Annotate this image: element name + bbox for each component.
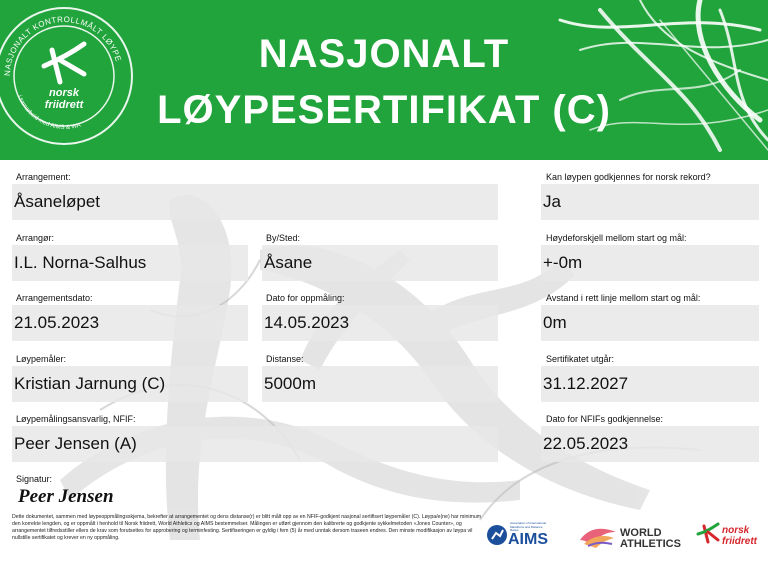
- ansvarlig-label: Løypemålingsansvarlig, NFIF:: [16, 414, 136, 424]
- by-sted-label: By/Sted:: [266, 233, 301, 243]
- seal-ring-text: NASJONALT KONTROLLMÅLT LØYPE: [2, 14, 123, 77]
- arrangementsdato-label: Arrangementsdato:: [16, 293, 93, 303]
- disclaimer-text: Dette dokumentet, sammen med løypeoppmålingsskjema, bekrefter at arrangementet og dens distanse(r) er blitt målt opp av en NFIF-godkjent nasjonal sertifisert løypemåler (C). Løypa/e(ne) har minimum den korrekte lengden, og er oppmålt i henhold til Norsk friidrett, World Athletics og AIMS bestemmelser. Målingen er utført gjennom den kalibrerte og godkjente sykkelmetoden «Jones Counter», og arrangementet tilfredsstiller ellers de krav som forutsettes for approbering og terminfesting. Sertifiseringen er gyldig i fem (5) år med unntak dersom traseen endres. Den minste modifikasjon av løypa vil nullstille sertifikatet og krever en ny oppmåling.: [12, 514, 482, 541]
- dato-oppmaling-field: 14.05.2023: [262, 305, 498, 341]
- norsk-friidrett-line2: friidrett: [722, 536, 757, 547]
- dato-oppmaling-label: Dato for oppmåling:: [266, 293, 345, 303]
- hoydeforskjell-field: +-0m: [541, 245, 759, 281]
- signature: Peer Jensen: [18, 486, 114, 507]
- utgar-field: 31.12.2027: [541, 366, 759, 402]
- hoydeforskjell-label: Høydeforskjell mellom start og mål:: [546, 233, 687, 243]
- loypemaler-label: Løypemåler:: [16, 354, 67, 364]
- rekord-label: Kan løypen godkjennes for norsk rekord?: [546, 172, 711, 182]
- aims-text: AIMS: [508, 531, 548, 548]
- godkjennelse-label: Dato for NFIFs godkjennelse:: [546, 414, 664, 424]
- seal-logo-line1: norsk: [49, 87, 79, 99]
- arrangement-label: Arrangement:: [16, 172, 71, 182]
- rekord-field: Ja: [541, 184, 759, 220]
- distanse-label: Distanse:: [266, 354, 304, 364]
- godkjennelse-field: 22.05.2023: [541, 426, 759, 462]
- world-athletics-logo: [578, 524, 688, 550]
- by-sted-field: Åsane: [262, 245, 498, 281]
- arrangor-label: Arrangør:: [16, 233, 55, 243]
- arrangor-field: I.L. Norna-Salhus: [12, 245, 248, 281]
- aims-runner-icon: [486, 524, 508, 546]
- ansvarlig-field: Peer Jensen (A): [12, 426, 498, 462]
- arrangementsdato-field: 21.05.2023: [12, 305, 248, 341]
- norsk-friidrett-line1: norsk: [722, 525, 750, 536]
- title-line-1: NASJONALT: [258, 32, 510, 76]
- avstand-label: Avstand i rett linje mellom start og mål:: [546, 293, 701, 303]
- seal-logo-line2: friidrett: [44, 99, 84, 111]
- seal-ring-text-bottom: i samarbeid med AIMS & WA: [16, 94, 82, 131]
- distanse-field: 5000m: [262, 366, 498, 402]
- seal-logo: [0, 0, 140, 160]
- certificate-header: [0, 0, 768, 160]
- arrangement-field: Åsaneløpet: [12, 184, 498, 220]
- title-line-2: LØYPESERTIFIKAT (C): [157, 88, 611, 132]
- world-athletics-line2: ATHLETICS: [620, 538, 681, 550]
- world-athletics-line1: WORLD: [620, 527, 662, 539]
- norsk-friidrett-logo: [696, 522, 764, 550]
- utgar-label: Sertifikatet utgår:: [546, 354, 615, 364]
- signature-label: Signatur:: [16, 474, 53, 484]
- aims-logo: [486, 522, 546, 550]
- avstand-field: 0m: [541, 305, 759, 341]
- norsk-friidrett-icon: [696, 522, 720, 550]
- world-athletics-icon: [578, 524, 618, 550]
- loypemaler-field: Kristian Jarnung (C): [12, 366, 248, 402]
- aims-subtext: Association of International Marathons and Distance Races: [510, 521, 547, 532]
